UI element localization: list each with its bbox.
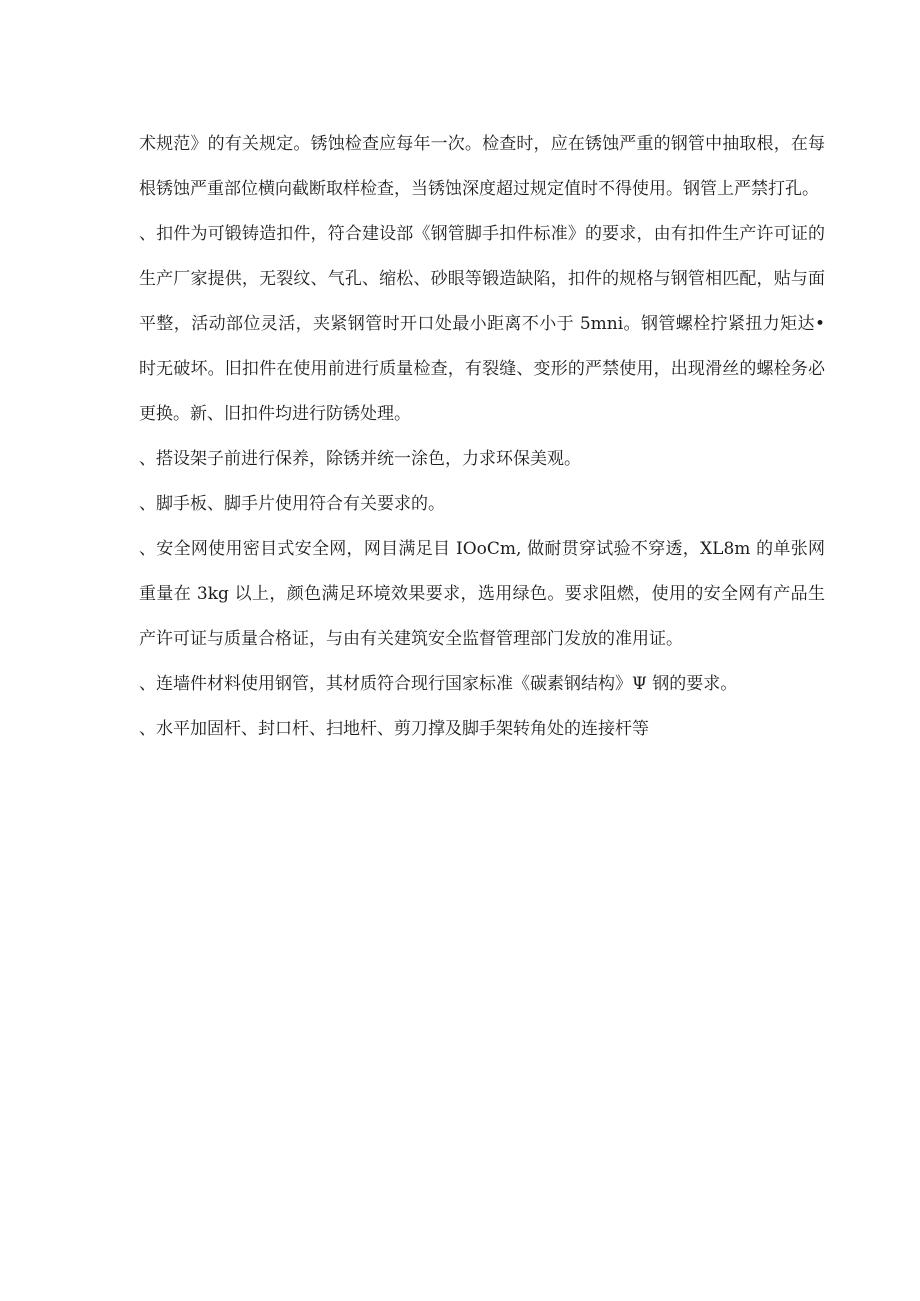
document-body bbox=[139, 122, 825, 752]
paragraph-safety-net: 、安全网使用密目式安全网，网目满足目 IOoCm, 做耐贯穿试验不穿透，XL8m 的单张网重量在 3kg 以上，颜色满足环境效果要求，选用绿色。要求阻燃，使用的安全网有产品生产许可证与质量合格证，与由有关建筑安全监督管理部门发放的准用证。 bbox=[139, 539, 825, 649]
paragraph-scaffold-maintenance: 、搭设架子前进行保养，除锈并统一涂色，力求环保美观。 bbox=[139, 449, 581, 469]
paragraph-steel-pipe-inspection: 术规范》的有关规定。锈蚀检查应每年一次。检查时，应在锈蚀严重的钢管中抽取根，在每根锈蚀严重部位横向截断取样检查，当锈蚀深度超过规定值时不得使用。钢管上严禁打孔。 bbox=[139, 134, 825, 199]
paragraph-bracing-rods: 、水平加固杆、封口杆、扫地杆、剪刀撑及脚手架转角处的连接杆等 bbox=[139, 719, 649, 739]
paragraph-fasteners: 、扣件为可锻铸造扣件，符合建设部《钢管脚手扣件标准》的要求，由有扣件生产许可证的生产厂家提供，无裂纹、气孔、缩松、砂眼等锻造缺陷，扣件的规格与钢管相匹配，贴与面平整，活动部位灵活，夹紧钢管时开口处最小距离不小于 5mni。钢管螺栓拧紧扭力矩达•时无破坏。旧扣件在使用前进行质量检查，有裂缝、变形的严禁使用，出现滑丝的螺栓务必更换。新、旧扣件均进行防锈处理。 bbox=[139, 224, 825, 424]
paragraph-scaffold-boards: 、脚手板、脚手片使用符合有关要求的。 bbox=[139, 494, 445, 514]
paragraph-wall-ties: 、连墙件材料使用钢管，其材质符合现行国家标准《碳素钢结构》Ψ 钢的要求。 bbox=[139, 674, 738, 694]
